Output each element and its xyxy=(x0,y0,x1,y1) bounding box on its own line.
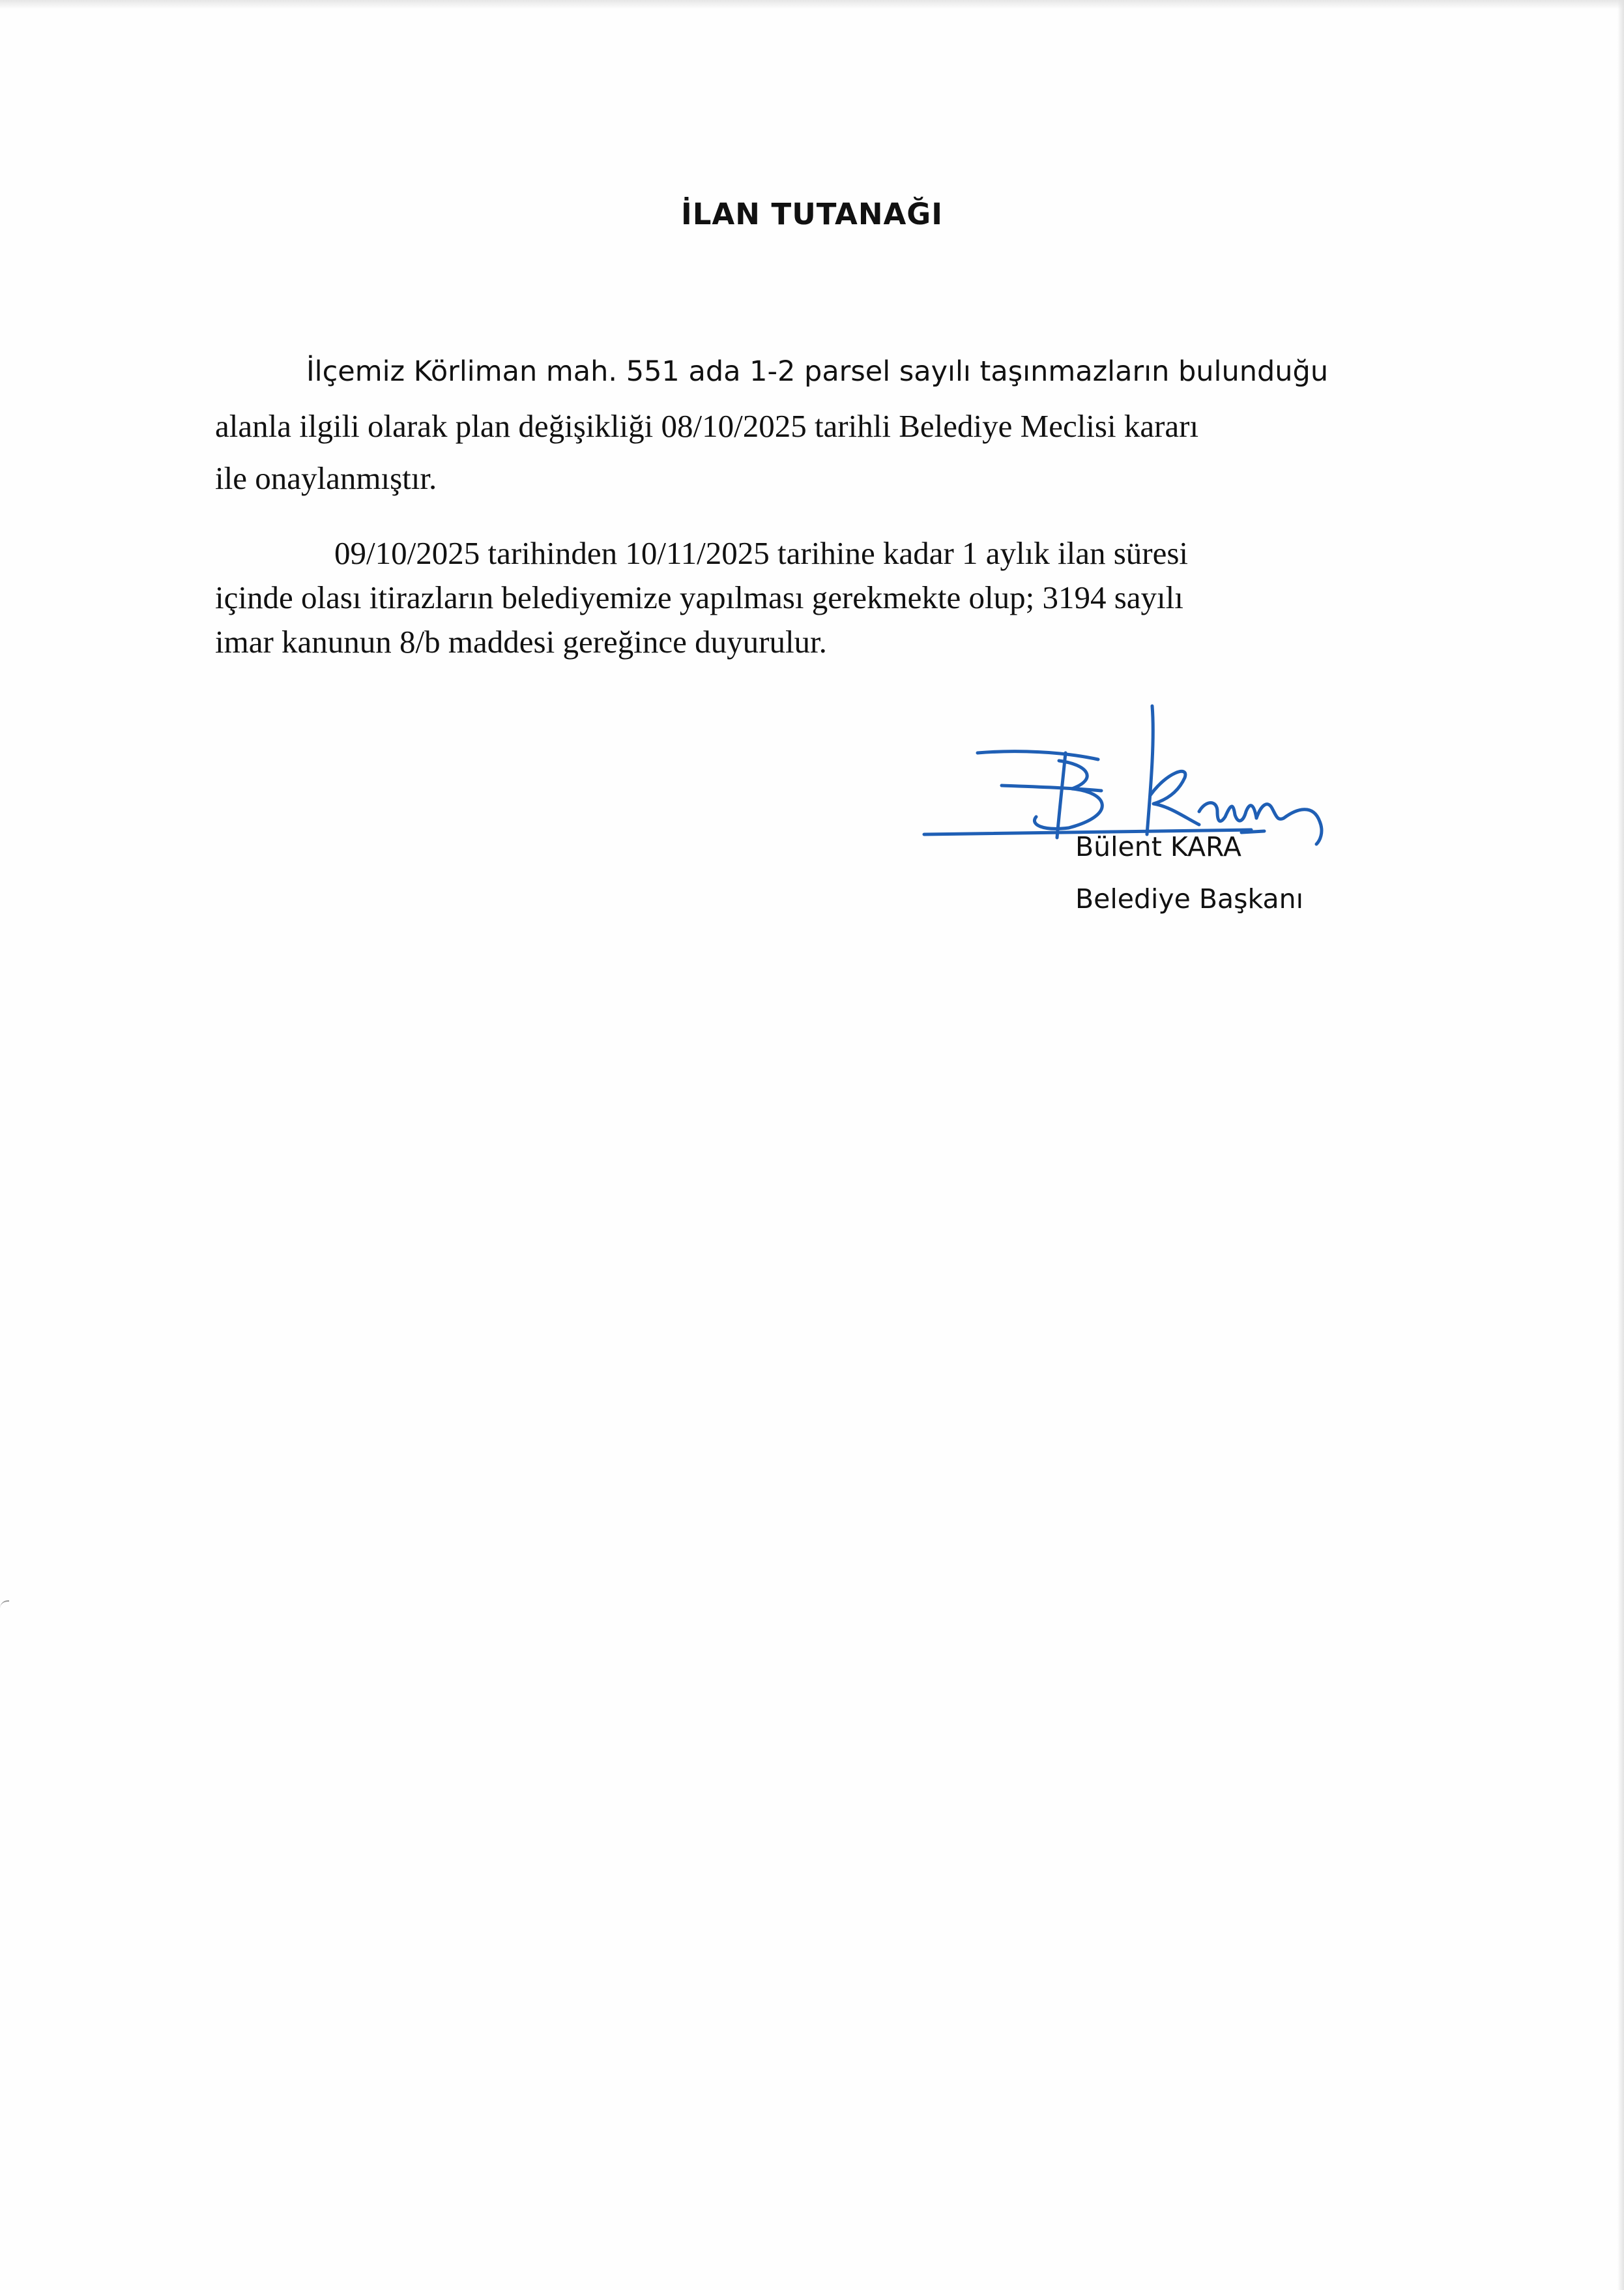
paragraph-line: 09/10/2025 tarihinden 10/11/2025 tarihine kadar 1 aylık ilan süresi xyxy=(334,535,1189,571)
paragraph-line: içinde olası itirazların belediyemize yapılması gerekmekte olup; 3194 sayılı xyxy=(215,580,1183,615)
paragraph-line: İlçemiz Körliman mah. 551 ada 1-2 parsel sayılı taşınmazların bulunduğu xyxy=(306,355,1329,388)
paragraph-line: ile onaylanmıştır. xyxy=(215,460,437,496)
scan-edge-right xyxy=(1617,0,1624,2290)
document-title: İLAN TUTANAĞI xyxy=(680,197,943,231)
signatory-name: Bülent KARA xyxy=(1075,831,1241,862)
scan-edge-top xyxy=(0,0,1624,9)
handwritten-signature xyxy=(912,688,1369,851)
scan-artifact xyxy=(0,1600,9,1611)
signatory-position: Belediye Başkanı xyxy=(1075,883,1304,915)
paragraph-line: alanla ilgili olarak plan değişikliği 08/10/2025 tarihli Belediye Meclisi kararı xyxy=(215,408,1199,444)
paragraph-line: imar kanunun 8/b maddesi gereğince duyurulur. xyxy=(215,624,827,660)
